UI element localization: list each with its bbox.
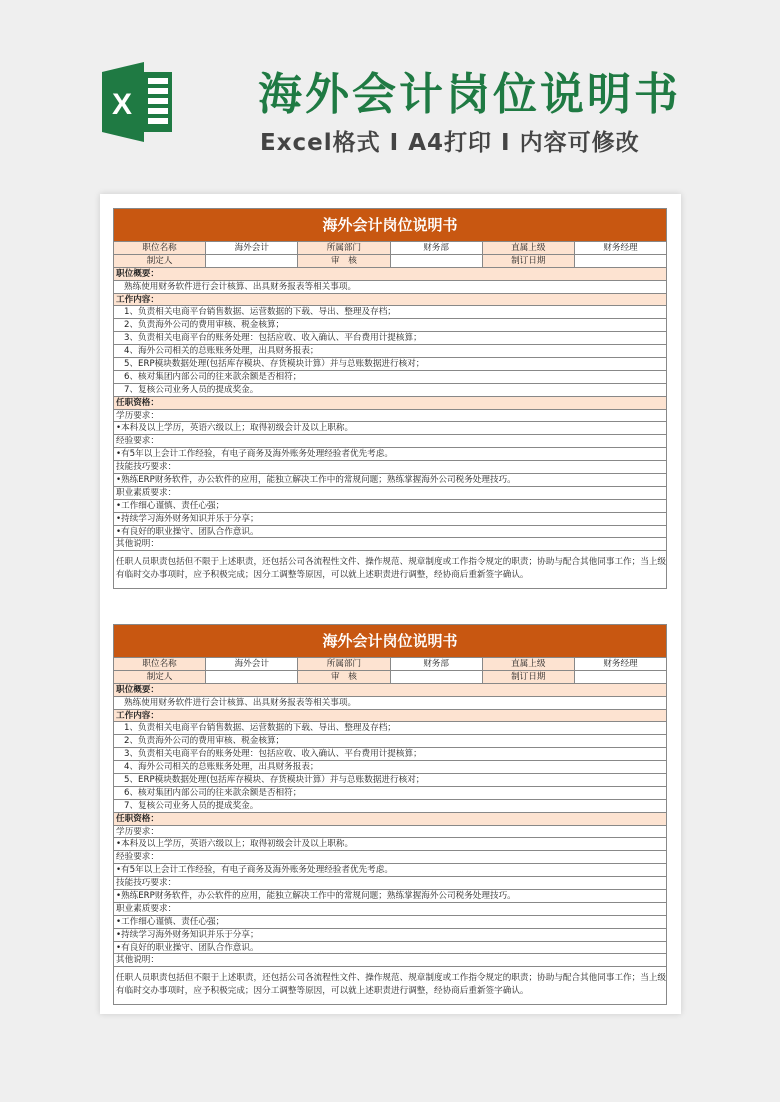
- duty-item: 6、核对集团内部公司的往来款余额是否相符；: [114, 786, 666, 799]
- info-row: [114, 657, 666, 670]
- section-overview: 职位概要：: [114, 267, 666, 280]
- svg-text:X: X: [111, 88, 133, 121]
- info-value: [390, 671, 482, 683]
- info-label: 直属上级: [482, 658, 574, 670]
- info-row: [114, 254, 666, 267]
- qualification-item: •有良好的职业操守、团队合作意识。: [114, 941, 666, 954]
- qualification-item: •工作细心谨慎、责任心强；: [114, 499, 666, 512]
- duty-item: 1、负责相关电商平台销售数据、运营数据的下载、导出、整理及存档；: [114, 305, 666, 318]
- duty-item: 4、海外公司相关的总账账务处理，出具财务报表；: [114, 760, 666, 773]
- info-value: 海外会计: [205, 658, 297, 670]
- qualification-item: 经验要求：: [114, 850, 666, 863]
- info-label: 审 核: [297, 255, 389, 267]
- duty-item: 2、负责海外公司的费用审核、税金核算；: [114, 734, 666, 747]
- overview-text: 熟练使用财务软件进行会计核算、出具财务报表等相关事项。: [114, 696, 666, 709]
- qualification-item: •工作细心谨慎、责任心强；: [114, 915, 666, 928]
- qualification-item: •熟练ERP财务软件，办公软件的应用，能独立解决工作中的常规问题；熟练掌握海外公司税务处理技巧。: [114, 889, 666, 902]
- info-label: 制订日期: [482, 671, 574, 683]
- qualification-item: 技能技巧要求：: [114, 876, 666, 889]
- section-overview: 职位概要：: [114, 683, 666, 696]
- table-title: 海外会计岗位说明书: [114, 209, 666, 241]
- qualification-item: •本科及以上学历，英语六级以上；取得初级会计及以上职称。: [114, 421, 666, 434]
- other-notes: 任职人员职责包括但不限于上述职责，还包括公司各流程性文件、操作规范、规章制度或工作指令规定的职责；协助与配合其他同事工作；当上级有临时交办事项时，应予积极完成；因分工调整等原因，可以就上述职责进行调整，经协商后重新签字确认。: [114, 550, 666, 588]
- duty-item: 7、复核公司业务人员的提成奖金。: [114, 383, 666, 396]
- job-description-table-1: [113, 208, 667, 589]
- qualification-item: 其他说明：: [114, 537, 666, 550]
- section-qualifications: 任职资格：: [114, 396, 666, 409]
- other-notes: 任职人员职责包括但不限于上述职责，还包括公司各流程性文件、操作规范、规章制度或工作指令规定的职责；协助与配合其他同事工作；当上级有临时交办事项时，应予积极完成；因分工调整等原因，可以就上述职责进行调整，经协商后重新签字确认。: [114, 966, 666, 1004]
- info-value: 财务经理: [574, 242, 666, 254]
- qualification-item: •有良好的职业操守、团队合作意识。: [114, 525, 666, 538]
- info-label: 制定人: [114, 255, 205, 267]
- info-value: 财务部: [390, 242, 482, 254]
- qualification-item: 技能技巧要求：: [114, 460, 666, 473]
- qualification-item: •有5年以上会计工作经验，有电子商务及海外账务处理经验者优先考虑。: [114, 447, 666, 460]
- excel-logo-icon: [102, 58, 174, 146]
- job-description-table-2: [113, 624, 667, 1005]
- qualification-item: 职业素质要求：: [114, 902, 666, 915]
- info-label: 制订日期: [482, 255, 574, 267]
- info-value: [574, 255, 666, 267]
- qualification-item: •持续学习海外财务知识并乐于分享；: [114, 928, 666, 941]
- section-qualifications: 任职资格：: [114, 812, 666, 825]
- qualification-item: 学历要求：: [114, 825, 666, 838]
- info-value: [390, 255, 482, 267]
- info-value: [205, 255, 297, 267]
- info-value: [205, 671, 297, 683]
- info-label: 所属部门: [297, 242, 389, 254]
- info-row: [114, 670, 666, 683]
- page-title: 海外会计岗位说明书: [258, 69, 681, 120]
- table-title: 海外会计岗位说明书: [114, 625, 666, 657]
- info-label: 职位名称: [114, 658, 205, 670]
- qualification-item: •熟练ERP财务软件，办公软件的应用，能独立解决工作中的常规问题；熟练掌握海外公司税务处理技巧。: [114, 473, 666, 486]
- info-row: [114, 241, 666, 254]
- page-subtitle: Excel格式 I A4打印 I 内容可修改: [260, 130, 640, 156]
- info-value: 财务部: [390, 658, 482, 670]
- info-label: 所属部门: [297, 658, 389, 670]
- duty-item: 3、负责相关电商平台的账务处理：包括应收、收入确认、平台费用计提核算；: [114, 331, 666, 344]
- qualification-item: 其他说明：: [114, 953, 666, 966]
- info-value: [574, 671, 666, 683]
- info-label: 制定人: [114, 671, 205, 683]
- qualification-item: 学历要求：: [114, 409, 666, 422]
- info-label: 职位名称: [114, 242, 205, 254]
- duty-item: 4、海外公司相关的总账账务处理，出具财务报表；: [114, 344, 666, 357]
- duty-item: 1、负责相关电商平台销售数据、运营数据的下载、导出、整理及存档；: [114, 721, 666, 734]
- info-label: 直属上级: [482, 242, 574, 254]
- duty-item: 2、负责海外公司的费用审核、税金核算；: [114, 318, 666, 331]
- overview-text: 熟练使用财务软件进行会计核算、出具财务报表等相关事项。: [114, 280, 666, 293]
- info-value: 海外会计: [205, 242, 297, 254]
- info-label: 审 核: [297, 671, 389, 683]
- qualification-item: •本科及以上学历，英语六级以上；取得初级会计及以上职称。: [114, 837, 666, 850]
- qualification-item: 职业素质要求：: [114, 486, 666, 499]
- info-value: 财务经理: [574, 658, 666, 670]
- duty-item: 6、核对集团内部公司的往来款余额是否相符；: [114, 370, 666, 383]
- section-duties: 工作内容：: [114, 293, 666, 306]
- duty-item: 3、负责相关电商平台的账务处理：包括应收、收入确认、平台费用计提核算；: [114, 747, 666, 760]
- qualification-item: •有5年以上会计工作经验，有电子商务及海外账务处理经验者优先考虑。: [114, 863, 666, 876]
- qualification-item: •持续学习海外财务知识并乐于分享；: [114, 512, 666, 525]
- section-duties: 工作内容：: [114, 709, 666, 722]
- qualification-item: 经验要求：: [114, 434, 666, 447]
- duty-item: 5、ERP模块数据处理(包括库存模块、存货模块计算）并与总账数据进行核对；: [114, 357, 666, 370]
- duty-item: 7、复核公司业务人员的提成奖金。: [114, 799, 666, 812]
- duty-item: 5、ERP模块数据处理(包括库存模块、存货模块计算）并与总账数据进行核对；: [114, 773, 666, 786]
